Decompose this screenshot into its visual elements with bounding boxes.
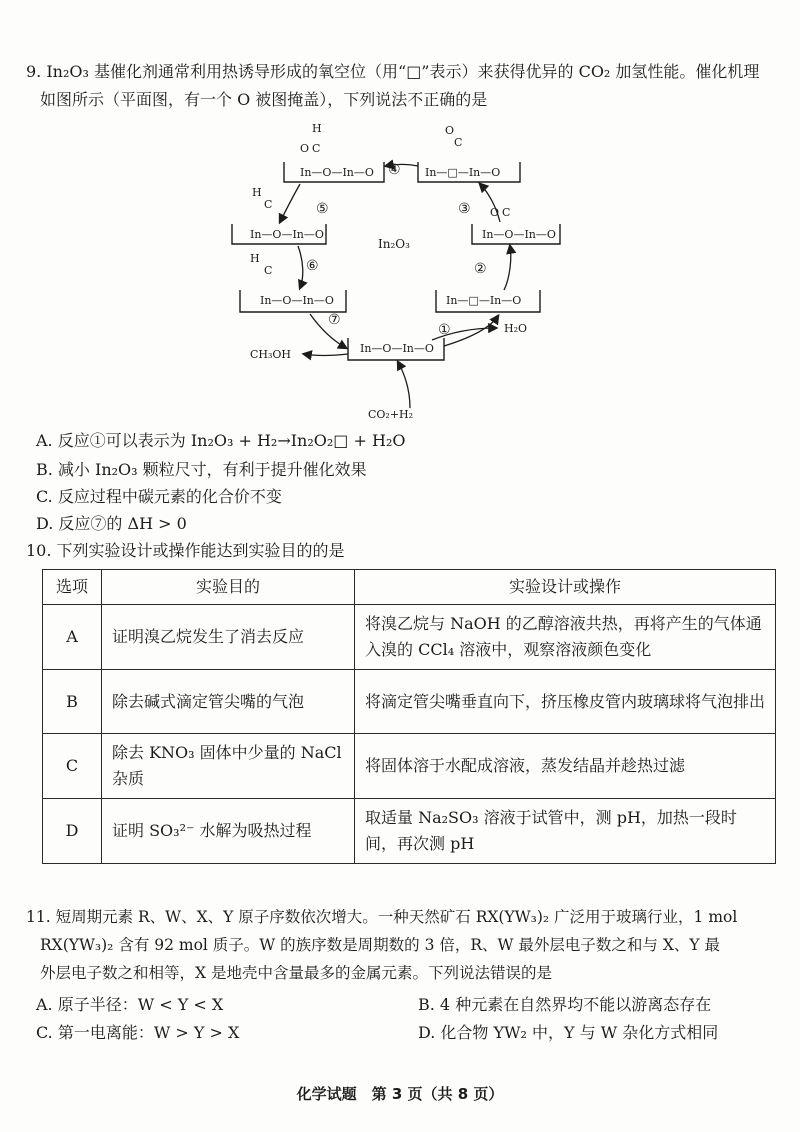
atom-o-bent: O xyxy=(490,206,500,219)
struct-s3: In—O—In—O xyxy=(482,228,556,241)
header-option: 选项 xyxy=(43,570,102,605)
page-footer: 化学试题 第 3 页（共 8 页） xyxy=(296,1085,504,1103)
q11-option-d: D. 化合物 YW₂ 中，Y 与 W 杂化方式相同 xyxy=(418,1023,719,1042)
q11-stem-line3: 外层电子数之和相等，X 是地壳中含量最多的金属元素。下列说法错误的是 xyxy=(40,964,552,982)
atom-o-formate: O xyxy=(300,142,310,155)
row-operation: 将溴乙烷与 NaOH 的乙醇溶液共热，再将产生的气体通入溴的 CCl₄ 溶液中，观察溶液颜色变化 xyxy=(355,605,776,670)
question-11 xyxy=(26,903,774,987)
atom-h-top: H xyxy=(312,122,322,135)
arrow-5 xyxy=(280,184,300,222)
q9-option-c: C. 反应过程中碳元素的化合价不变 xyxy=(36,487,282,506)
center-label: In₂O₃ xyxy=(378,237,410,251)
struct-s5: In—O—In—O xyxy=(300,166,374,179)
arrow-6 xyxy=(298,246,303,288)
q11-stem-line2: RX(YW₃)₂ 含有 92 mol 质子。W 的族序数是周期数的 3 倍，R、W 最外层电子数之和与 X、Y 最 xyxy=(40,936,721,954)
step-6: ⑥ xyxy=(306,258,319,274)
step-5: ⑤ xyxy=(316,201,329,217)
atom-o-co2: O xyxy=(445,124,455,137)
row-label: C xyxy=(43,734,102,799)
struct-s6-upper: In—O—In—O xyxy=(250,228,324,241)
arrow-methanol xyxy=(304,354,348,356)
label-h2o: H₂O xyxy=(504,322,528,335)
question-9 xyxy=(26,58,774,114)
atom-c-ch3o: C xyxy=(264,198,273,211)
atom-h-ch3o: H xyxy=(252,186,262,199)
q9-stem-line2: 如图所示（平面图，有一个 O 被图掩盖），下列说法不正确的是 xyxy=(40,90,488,109)
q9-option-d: D. 反应⑦的 ΔH > 0 xyxy=(36,514,187,533)
row-operation: 将滴定管尖嘴垂直向下，挤压橡皮管内玻璃球将气泡排出 xyxy=(355,670,776,734)
row-label: A xyxy=(43,605,102,670)
table-row xyxy=(43,670,776,734)
q11-stem-line1: 11. 短周期元素 R、W、X、Y 原子序数依次增大。一种天然矿石 RX(YW₃)₂ 广泛用于玻璃行业，1 mol xyxy=(26,908,738,926)
row-goal: 证明 SO₃²⁻ 水解为吸热过程 xyxy=(102,799,355,864)
arrow-1 xyxy=(444,316,498,346)
row-goal: 除去 KNO₃ 固体中少量的 NaCl 杂质 xyxy=(102,734,355,799)
atom-c-ch3oh: C xyxy=(264,264,273,277)
step-7: ⑦ xyxy=(328,312,341,328)
row-label: D xyxy=(43,799,102,864)
step-2: ② xyxy=(474,261,487,277)
arrow-4 xyxy=(386,165,418,167)
row-goal: 证明溴乙烷发生了消去反应 xyxy=(102,605,355,670)
struct-bottom: In—O—In—O xyxy=(360,342,434,355)
table-row xyxy=(43,605,776,670)
q11-option-a: A. 原子半径：W < Y < X xyxy=(36,995,224,1014)
table-row xyxy=(43,734,776,799)
q11-option-b: B. 4 种元素在自然界均不能以游离态存在 xyxy=(418,995,712,1014)
label-co2-h2: CO₂+H₂ xyxy=(368,408,414,421)
row-label: B xyxy=(43,670,102,734)
q11-option-c: C. 第一电离能：W > Y > X xyxy=(36,1023,240,1042)
q9-option-b: B. 减小 In₂O₃ 颗粒尺寸，有利于提升催化效果 xyxy=(36,460,367,479)
row-operation: 取适量 Na₂SO₃ 溶液于试管中，测 pH，加热一段时间，再次测 pH xyxy=(355,799,776,864)
table-header-row xyxy=(43,570,776,605)
struct-s2: In—□—In—O xyxy=(446,294,522,307)
step-4: ④ xyxy=(388,162,401,178)
experiment-table xyxy=(42,569,776,864)
atom-c-bent: C xyxy=(502,206,511,219)
header-goal: 实验目的 xyxy=(102,570,355,605)
row-operation: 将固体溶于水配成溶液，蒸发结晶并趁热过滤 xyxy=(355,734,776,799)
arrow-input xyxy=(398,362,410,408)
q9-stem-line1: 9. In₂O₃ 基催化剂通常利用热诱导形成的氧空位（用“□”表示）来获得优异的 CO₂ 加氢性能。催化机理 xyxy=(26,62,760,81)
struct-s7: In—O—In—O xyxy=(260,294,334,307)
atom-c-formate: C xyxy=(312,142,321,155)
q9-option-a: A. 反应①可以表示为 In₂O₃ + H₂→In₂O₂□ + H₂O xyxy=(36,431,406,450)
q10-stem: 10. 下列实验设计或操作能达到实验目的的是 xyxy=(26,541,345,560)
atom-c-co2: C xyxy=(454,136,463,149)
row-goal: 除去碱式滴定管尖嘴的气泡 xyxy=(102,670,355,734)
catalytic-cycle-diagram xyxy=(220,118,580,423)
atom-h-ch3oh: H xyxy=(250,252,260,265)
step-3: ③ xyxy=(458,201,471,217)
table-row xyxy=(43,799,776,864)
step-1: ① xyxy=(438,322,451,338)
arrow-2 xyxy=(504,246,511,290)
header-operation: 实验设计或操作 xyxy=(355,570,776,605)
question-10 xyxy=(26,537,774,565)
struct-s4: In—□—In—O xyxy=(425,166,501,179)
label-ch3oh: CH₃OH xyxy=(250,348,292,361)
